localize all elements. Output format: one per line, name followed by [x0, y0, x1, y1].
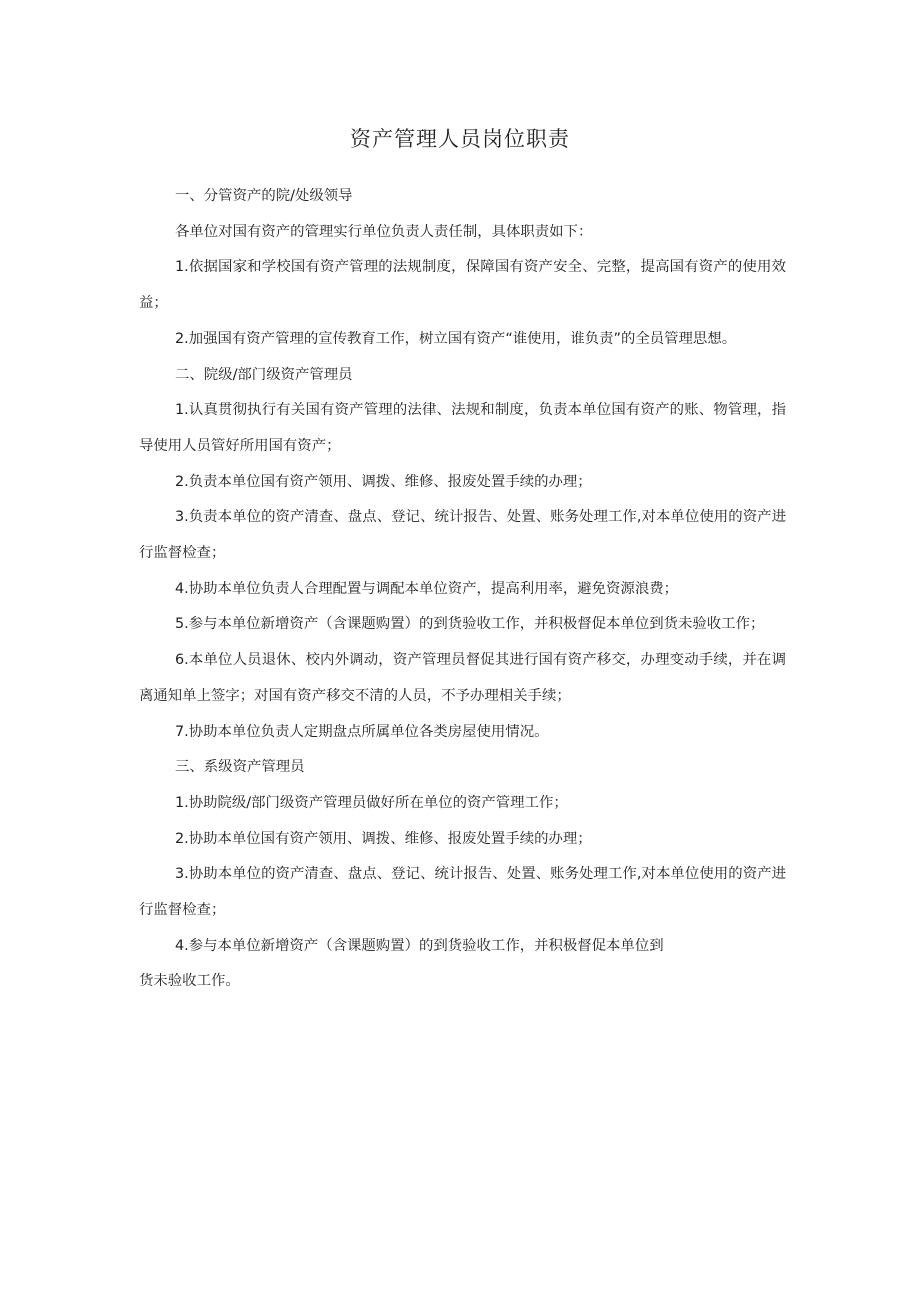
dept-admin-duty-1: 1.认真贯彻执行有关国有资产管理的法律、法规和制度，负责本单位国有资产的账、物管理，指导使用人员管好所用国有资产；: [139, 402, 786, 454]
dept-admin-duty-6: 6.本单位人员退休、校内外调动，资产管理员督促其进行国有资产移交，办理变动手续，并在调离通知单上签字；对国有资产移交不清的人员，不予办理相关手续；: [139, 652, 786, 704]
intro-paragraph: 各单位对国有资产的管理实行单位负责人责任制，具体职责如下：: [175, 223, 593, 240]
sub-admin-duty-3: 3.协助本单位的资产清查、盘点、登记、统计报告、处置、账务处理工作,对本单位使用的资产进行监督检查；: [139, 866, 786, 919]
dept-admin-duty-4: 4.协助本单位负责人合理配置与调配本单位资产，提高利用率，避免资源浪费；: [175, 580, 679, 597]
sub-admin-duty-4-line-2: 货未验收工作。: [139, 973, 240, 990]
document-title: 资产管理人员岗位职责: [350, 127, 570, 151]
dept-admin-duty-3: 3.负责本单位的资产清查、盘点、登记、统计报告、处置、账务处理工作,对本单位使用的资产进行监督检查；: [139, 509, 786, 562]
sub-admin-duty-2: 2.协助本单位国有资产领用、调拨、维修、报废处置手续的办理；: [175, 830, 592, 847]
sub-admin-duty-4-line-1: 4.参与本单位新增资产（含课题购置）的到货验收工作，并积极督促本单位到: [175, 937, 664, 954]
leader-duty-1: 1.依据国家和学校国有资产管理的法规制度，保障国有资产安全、完整，提高国有资产的使用效益；: [139, 259, 786, 312]
dept-admin-duty-5: 5.参与本单位新增资产（含课题购置）的到货验收工作，并积极督促本单位到货未验收工作；: [175, 616, 765, 633]
document-body: [139, 179, 786, 1000]
sub-admin-duty-4: [139, 929, 786, 1000]
dept-admin-duty-2: 2.负责本单位国有资产领用、调拨、维修、报废处置手续的办理；: [175, 473, 592, 490]
section-heading-dept-level-admin: 三、系级资产管理员: [175, 759, 305, 776]
section-heading-dept-admin: 二、院级/部门级资产管理员: [175, 366, 353, 383]
section-heading-leaders: 一、分管资产的院/处级领导: [175, 188, 353, 204]
dept-admin-duty-7: 7.协助本单位负责人定期盘点所属单位各类房屋使用情况。: [175, 723, 549, 740]
sub-admin-duty-1: 1.协助院级/部门级资产管理员做好所在单位的资产管理工作；: [175, 794, 568, 811]
leader-duty-2: 2.加强国有资产管理的宣传教育工作，树立国有资产“谁使用，谁负责”的全员管理思想。: [175, 330, 737, 347]
